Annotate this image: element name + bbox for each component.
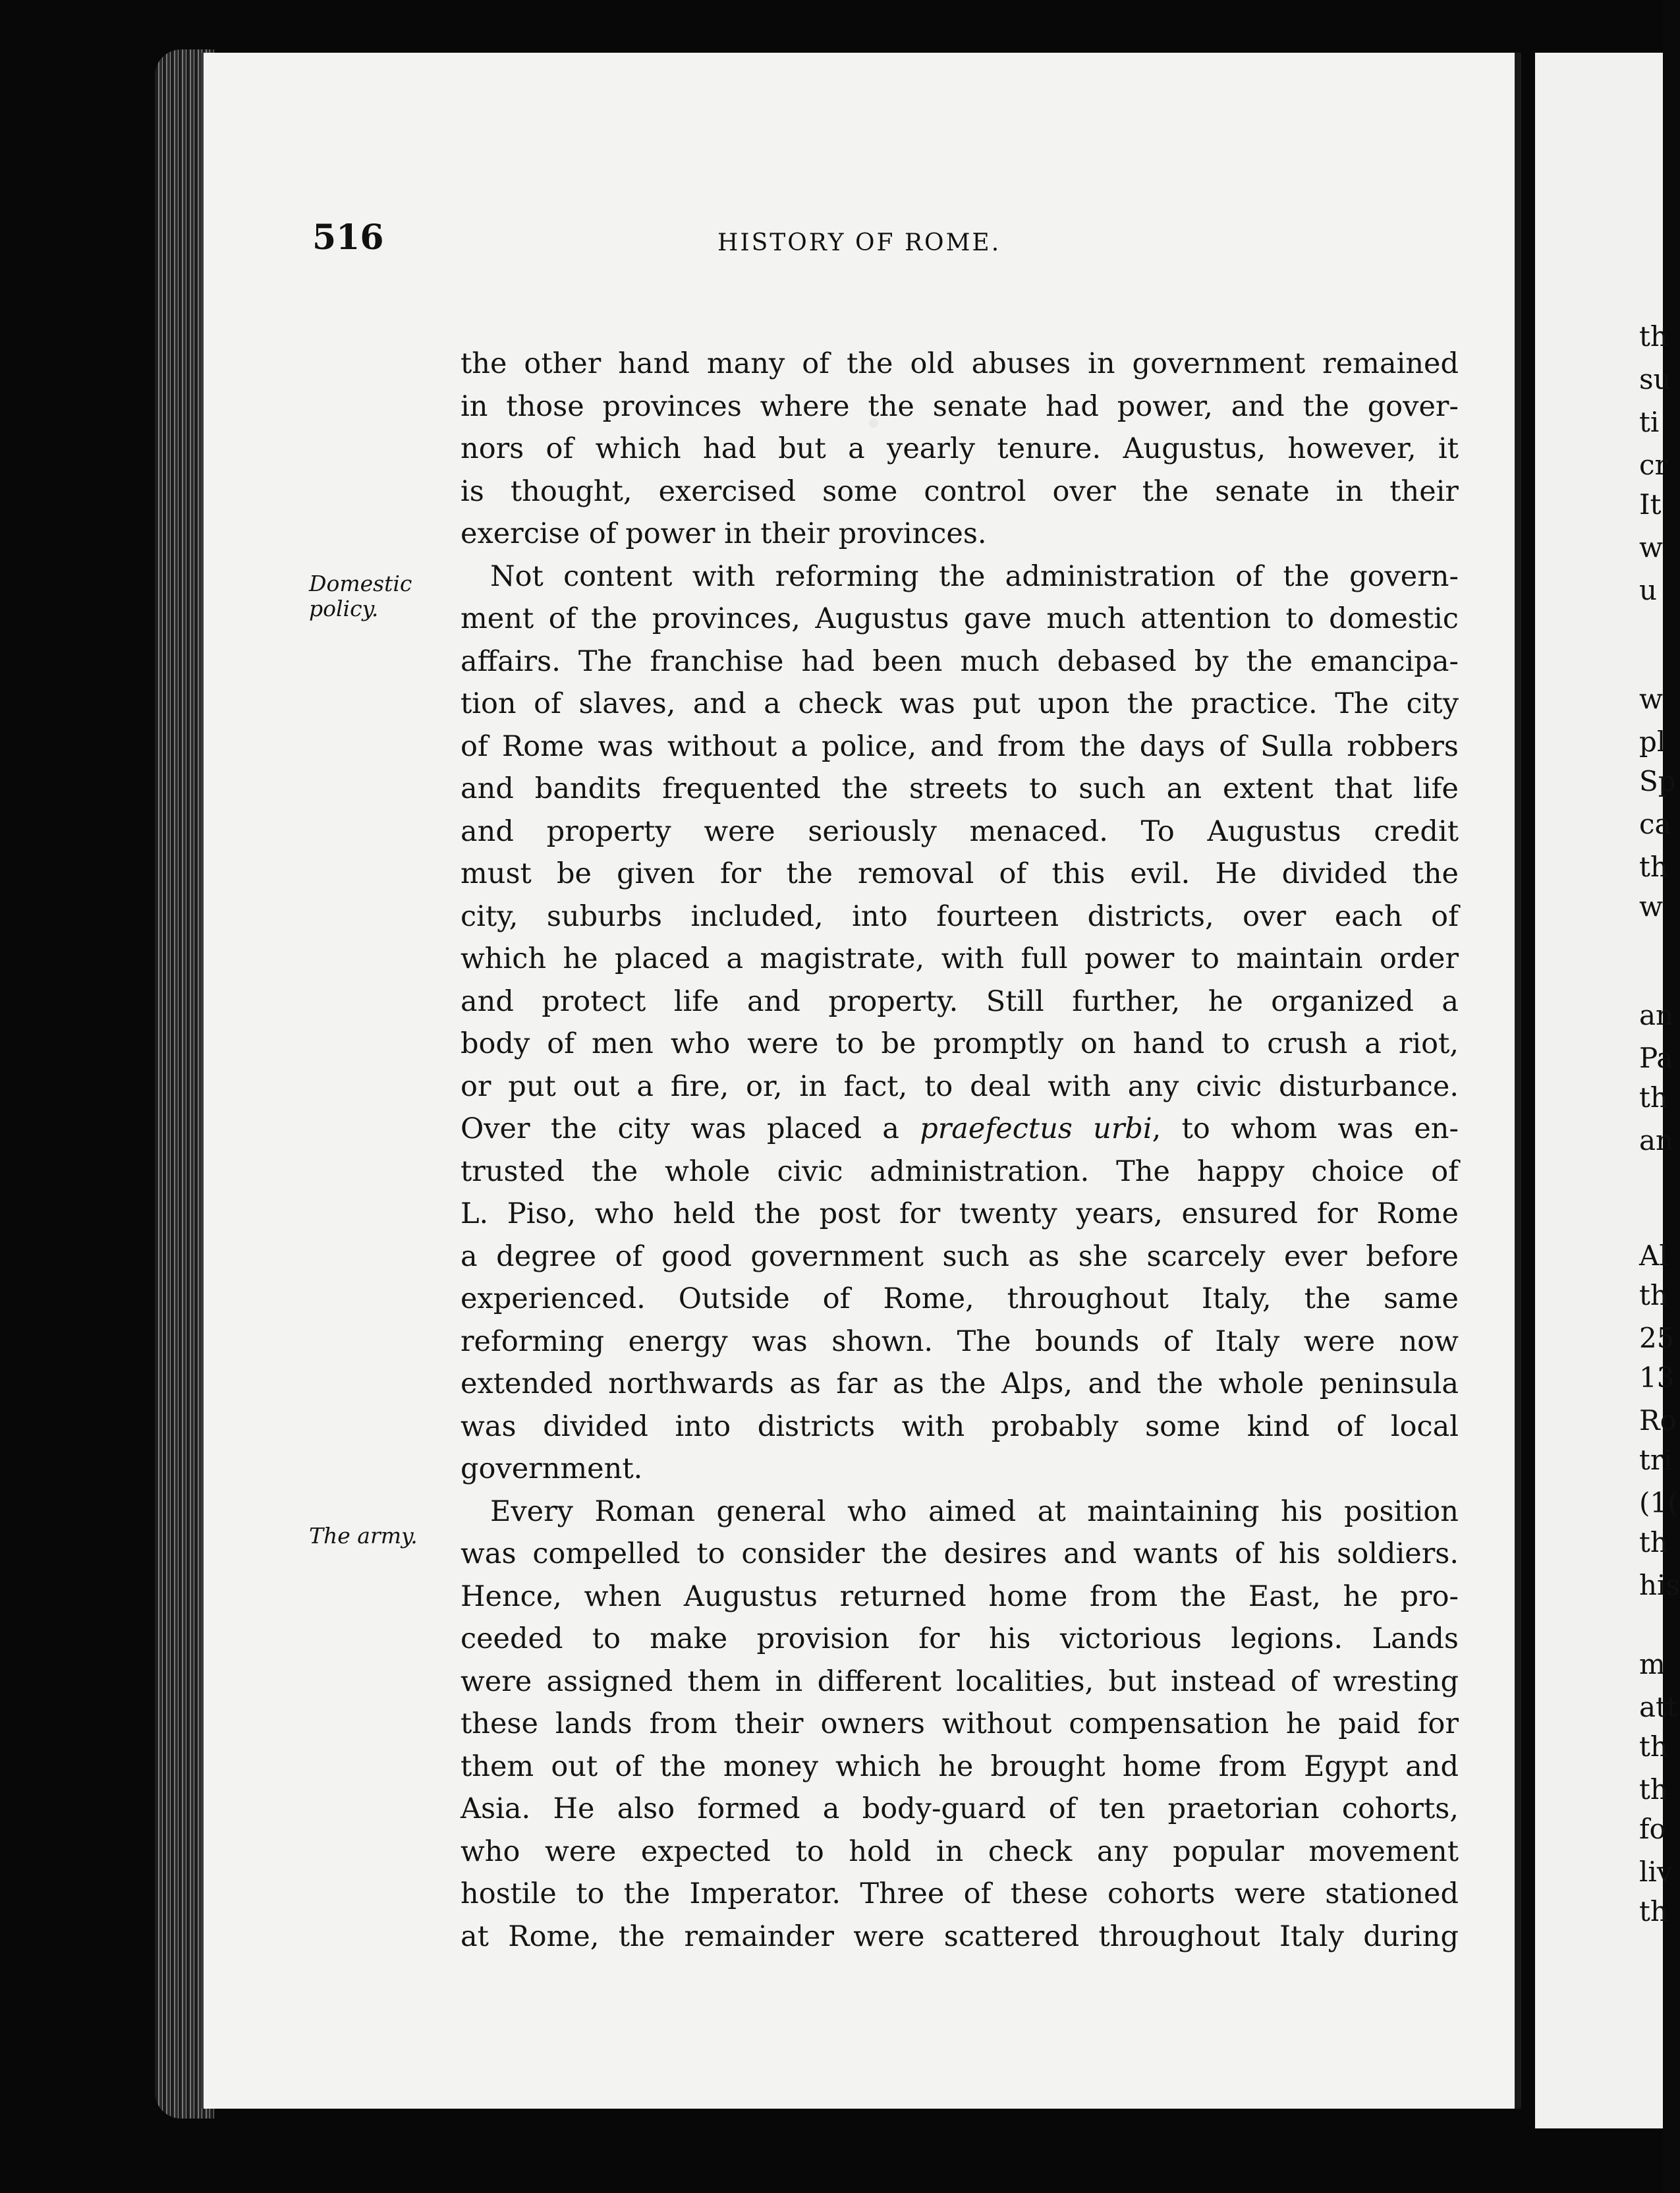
body-line: tion of slaves, and a check was put upon the practice. The city [461,687,1459,720]
margin-note-line: Domestic [309,571,412,596]
facing-page-text-fragment: th [1639,1526,1668,1558]
body-line: extended northwards as far as the Alps, and the whole peninsula [461,1367,1459,1400]
body-line: ceeded to make provision for his victorious legions. Lands [461,1622,1459,1655]
facing-page-text-fragment: th [1639,320,1668,353]
facing-page-text-fragment: Al [1639,1239,1668,1272]
body-line: nors of which had but a yearly tenure. Augustus, however, it [461,432,1459,465]
body-line: of Rome was without a police, and from the days of Sulla robbers [461,729,1459,763]
body-line: reforming energy was shown. The bounds of Italy were now [461,1324,1459,1358]
facing-page-text-fragment: th [1639,1773,1668,1806]
book-page [201,53,1521,2109]
body-text [461,343,1459,1958]
body-line: or put out a fire, or, in fact, to deal with any civic disturbance. [461,1069,1459,1103]
facing-page-text-fragment: Sp [1639,765,1676,797]
facing-page-text-fragment: u [1639,574,1658,606]
facing-page-text-fragment: th [1639,1895,1668,1927]
running-title: HISTORY OF ROME. [717,229,1001,256]
body-line: exercise of power in their provinces. [461,517,987,550]
facing-page-text-fragment: fo [1639,1813,1666,1845]
scan-smudge [869,418,878,428]
page-number: 516 [312,217,384,258]
body-line: experienced. Outside of Rome, throughout Italy, the same [461,1282,1459,1315]
facing-page-text-fragment: ca [1639,808,1671,840]
body-line: L. Piso, who held the post for twenty years, ensured for Rome [461,1197,1459,1230]
facing-page-text-fragment: th [1639,851,1668,883]
facing-page-text-fragment: (1( [1639,1487,1679,1519]
facing-page-text-fragment: w [1639,890,1663,923]
facing-page-text-fragment: Pa [1639,1042,1673,1074]
facing-page-text-fragment: pl [1639,726,1666,758]
body-line: trusted the whole civic administration. The happy choice of [461,1154,1459,1188]
body-line: which he placed a magistrate, with full power to maintain order [461,942,1459,975]
facing-page-text-fragment: liv [1639,1856,1673,1888]
body-line: is thought, exercised some control over the senate in their [461,474,1459,508]
facing-page-text-fragment: th [1639,1081,1668,1114]
body-line: these lands from their owners without compensation he paid for [461,1707,1459,1740]
facing-page-text-fragment: m [1639,1648,1666,1680]
facing-page-text-fragment: an [1639,1124,1674,1156]
facing-page-text-fragment: It [1639,488,1662,521]
body-line: was compelled to consider the desires and wants of his soldiers. [461,1537,1459,1570]
facing-page-text-fragment: th [1639,1279,1668,1311]
facing-page-text-fragment: ti [1639,406,1660,438]
latin-term: praefectus urbi [920,1112,1152,1145]
body-line: were assigned them in different localities, but instead of wresting [461,1665,1459,1698]
facing-page-text-fragment: w [1639,531,1663,563]
body-line: in those provinces where the senate had power, and the gover- [461,389,1459,423]
body-line: hostile to the Imperator. Three of these cohorts were stationed [461,1877,1459,1910]
facing-page-text-fragment: tri [1639,1444,1673,1476]
facing-page-text-fragment: th [1639,1730,1668,1763]
body-line: government. [461,1452,643,1485]
facing-page-fragment [1535,53,1680,2128]
facing-page-text-fragment: 25 [1639,1322,1675,1354]
body-line: Asia. He also formed a body-guard of ten praetorian cohorts, [461,1792,1459,1825]
facing-page-text-fragment: an [1639,999,1674,1031]
body-line: a degree of good government such as she scarcely ever before [461,1239,1459,1273]
margin-note-domestic-policy [309,571,412,621]
body-line: at Rome, the remainder were scattered throughout Italy during [461,1920,1459,1953]
body-line: city, suburbs included, into fourteen districts, over each of [461,899,1459,933]
body-line: body of men who were to be promptly on hand to crush a riot, [461,1027,1459,1060]
facing-page-text-fragment: his [1639,1569,1680,1601]
margin-note-line: policy. [309,596,379,621]
margin-note-the-army [309,1524,418,1549]
body-line: and bandits frequented the streets to such an extent that life [461,772,1459,805]
facing-page-text-fragment: cr [1639,449,1668,481]
body-line: Not content with reforming the administration of the govern- [490,559,1459,593]
facing-page-text-fragment: su [1639,363,1671,395]
margin-note-line: The army. [309,1523,418,1549]
body-line: affairs. The franchise had been much debased by the emancipa- [461,644,1459,678]
body-line: Every Roman general who aimed at maintaining his position [490,1495,1459,1528]
body-line: the other hand many of the old abuses in government remained [461,347,1459,380]
facing-page-text-fragment: Ro [1639,1404,1677,1437]
facing-page-text-fragment: w [1639,683,1663,715]
body-line: must be given for the removal of this evil. He divided the [461,857,1459,890]
body-line: and protect life and property. Still further, he organized a [461,984,1459,1018]
body-line: who were expected to hold in check any popular movement [461,1835,1459,1868]
body-line: and property were seriously menaced. To Augustus credit [461,814,1459,848]
facing-page-text-fragment: 13 [1639,1361,1675,1394]
body-line: Over the city was placed a praefectus urbi, to whom was en- [461,1112,1459,1145]
body-line: was divided into districts with probably some kind of local [461,1410,1459,1443]
body-line: Hence, when Augustus returned home from the East, he pro- [461,1580,1459,1613]
body-line: them out of the money which he brought home from Egypt and [461,1750,1459,1783]
facing-page-text-fragment: att [1639,1691,1678,1723]
body-line: ment of the provinces, Augustus gave much attention to domestic [461,602,1459,635]
